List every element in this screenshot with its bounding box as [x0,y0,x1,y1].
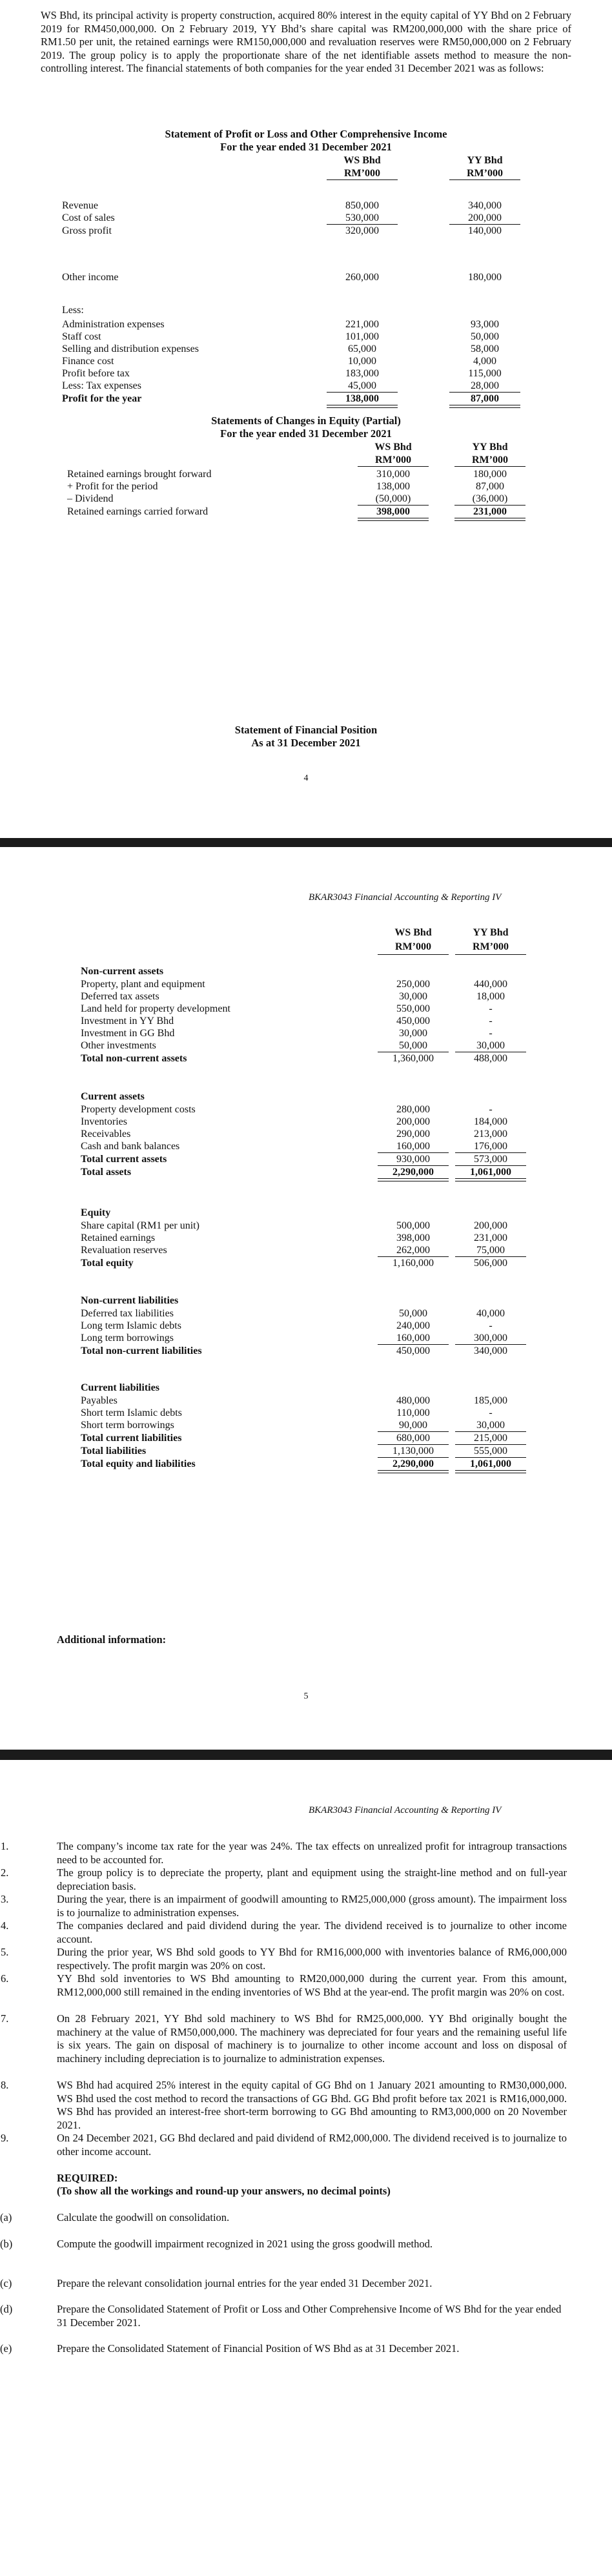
pl-ws-value: 138,000 [345,393,379,404]
sfp-title: Statement of Financial Position [234,724,378,736]
rule [449,179,520,180]
rule [378,954,449,955]
info-item [1,2012,567,2065]
sfp-label: Retained earnings [81,1232,156,1243]
page-6 [0,1760,612,2576]
sfp-row-total [81,1167,558,1178]
item-number: 8. [1,2079,9,2091]
sfp-ws-value: 160,000 [396,1333,430,1344]
pl-col-ws: WS Bhd [343,155,381,166]
page-number: 4 [303,773,309,783]
info-item [1,1840,567,1866]
sfp-label: Revaluation reserves [81,1245,167,1256]
double-rule [454,518,525,521]
page-5 [0,847,612,1750]
sfp-label: Total assets [81,1167,132,1178]
sfp-row [81,1333,558,1344]
sce-row [67,493,558,504]
pl-row [62,200,553,211]
sfp-row-total [81,1446,558,1457]
sfp-label: Land held for property development [81,1003,230,1014]
sfp-label: Investment in GG Bhd [81,1028,175,1039]
sce-col-yy: YY Bhd [472,442,508,453]
sfp-row [81,1141,558,1152]
item-letter: (e) [0,2342,12,2355]
pl-ws-value: 101,000 [345,331,379,342]
running-header: BKAR3043 Financial Accounting & Reporting IV [309,892,502,903]
sfp-yy-value: 185,000 [474,1395,507,1406]
sfp-yy-value: 488,000 [474,1053,507,1064]
sfp-yy-value: 30,000 [476,1420,505,1431]
sfp-yy-value: 200,000 [474,1220,507,1231]
sfp-row [81,1220,558,1231]
item-letter: (c) [0,2277,12,2289]
rule [454,466,525,467]
sfp-col-ws: WS Bhd [394,927,432,938]
rule [358,505,429,506]
sce-row [67,469,558,480]
sfp-yy-value: 75,000 [476,1245,505,1256]
pl-row [62,305,553,316]
intro-paragraph: WS Bhd, its principal activity is property construction, acquired 80% interest in the equity capital of YY Bhd on 2 February 2019 for RM450,000,000. On 2 February 2019, YY Bhd’s share capital was RM200,000,000 with the share price of RM1.50 per unit, the retained earnings were RM150,000,000 and revaluation reserves were RM50,000,000 on 2 February 2019. The group policy is to apply the proportionate share of the net identifiable assets method to measure the non-controlling interest. The financial statements of both companies for the year ended 31 December 2021 was as follows: [41,9,571,74]
double-rule [327,405,398,408]
rule [449,224,520,225]
item-number: 2. [1,1866,9,1879]
double-rule [455,1178,526,1181]
info-item [1,1972,567,1999]
sfp-label: Total equity [81,1258,134,1269]
sfp-yy-value: 555,000 [474,1446,507,1457]
rule [378,1344,449,1345]
sfp-yy-value: 176,000 [474,1141,507,1152]
item-text: Prepare the Consolidated Statement of Financial Position of WS Bhd as at 31 December 2021. [57,2342,460,2355]
rule [378,1457,449,1458]
pl-col-yy: YY Bhd [467,155,503,166]
rule [327,392,398,393]
sfp-label: Payables [81,1395,117,1406]
sfp-label: Non-current liabilities [81,1295,179,1306]
sfp-label: Property, plant and equipment [81,979,205,990]
sfp-label: Total equity and liabilities [81,1458,196,1469]
sfp-yy-value: 340,000 [474,1345,507,1356]
required-item [0,2237,567,2251]
rule [455,1431,526,1432]
sfp-yy-value: 1,061,000 [470,1167,511,1178]
pl-label: Cost of sales [62,212,115,223]
rule [327,224,398,225]
sfp-ws-value: 160,000 [396,1141,430,1152]
sfp-ws-value: 250,000 [396,979,430,990]
pl-label: Selling and distribution expenses [62,343,199,354]
pl-label: Revenue [62,200,98,211]
pl-yy-value: 50,000 [471,331,499,342]
item-text: During the prior year, WS Bhd sold goods to YY Bhd for RM16,000,000 with inventories balance of RM6,000,000 respectively. The profit margin was 20% on cost. [57,1946,567,1972]
required-note: (To show all the workings and round-up your answers, no decimal points) [57,2185,391,2197]
item-text: On 28 February 2021, YY Bhd sold machinery to WS Bhd for RM25,000,000. YY Bhd originally bought the machinery at the value of RM50,000,000. The machinery was depreciated for four years and the remaining useful life is six years. The gain on disposal of machinery is to journalize to other income account and loss on disposal of machinery including depreciation is to journalize to administration expenses. [57,2012,567,2065]
sce-yy-value: 87,000 [476,481,504,492]
sfp-yy-value: 506,000 [474,1258,507,1269]
page-gap [0,1750,612,1760]
sfp-unit-head [81,941,558,952]
sfp-ws-value: 550,000 [396,1003,430,1014]
sfp-yy-value: - [489,1003,493,1014]
sfp-label: Total liabilities [81,1446,147,1457]
sfp-yy-value: 440,000 [474,979,507,990]
sfp-row [81,991,558,1002]
double-rule [378,1178,449,1181]
pl-col-head [62,155,553,166]
sfp-col-head [81,927,558,938]
pl-unit-yy: RM’000 [467,168,503,179]
pl-ws-value: 260,000 [345,272,379,283]
required-item [0,2276,567,2290]
item-number: 3. [1,1893,9,1905]
sfp-unit-yy: RM’000 [473,941,509,952]
item-number: 5. [1,1946,9,1958]
sce-title: Statements of Changes in Equity (Partial) [211,414,401,427]
sfp-row [81,1016,558,1027]
pl-yy-value: 4,000 [473,356,496,367]
pl-yy-value: 200,000 [468,212,502,223]
sfp-ws-value: 480,000 [396,1395,430,1406]
sfp-subtitle: As at 31 December 2021 [251,737,361,749]
sfp-ws-value: 240,000 [396,1320,430,1331]
sfp-label: Other investments [81,1040,156,1051]
item-text: Prepare the Consolidated Statement of Profit or Loss and Other Comprehensive Income of WS Bhd for the year ended 31 December 2021. [57,2303,562,2329]
page-number: 5 [303,1692,309,1701]
sfp-label: Current liabilities [81,1382,159,1393]
sce-col-head [67,442,558,453]
sfp-ws-value: 110,000 [396,1407,430,1418]
sfp-row [81,1028,558,1039]
item-text: The group policy is to depreciate the property, plant and equipment using the straight-line method and on full-year depreciation basis. [57,1866,567,1892]
sfp-ws-value: 50,000 [399,1308,427,1319]
sfp-ws-value: 1,160,000 [393,1258,434,1269]
rule [454,505,525,506]
sfp-row-total [81,1258,558,1269]
sce-table [67,442,558,519]
item-number: 6. [1,1972,9,1985]
rule [455,1256,526,1257]
sfp-row [81,979,558,990]
rule [455,954,526,955]
sfp-label: Share capital (RM1 per unit) [81,1220,199,1231]
sfp-yy-value: 300,000 [474,1333,507,1344]
pl-yy-value: 58,000 [471,343,499,354]
required-item [0,2302,567,2329]
sfp-ws-value: 930,000 [396,1154,430,1165]
pl-row [62,380,553,391]
pl-label: Profit before tax [62,368,130,379]
sfp-row-total [81,1458,558,1469]
pl-row [62,319,553,330]
sce-label: Retained earnings carried forward [67,506,209,517]
item-text: Compute the goodwill impairment recognized in 2021 using the gross goodwill method. [57,2238,433,2250]
pl-row [62,331,553,342]
sfp-section [81,966,558,977]
rule [455,1457,526,1458]
item-number: 1. [1,1840,9,1852]
sce-col-ws: WS Bhd [374,442,412,453]
pl-label: Profit for the year [62,393,142,404]
sce-row [67,481,558,492]
running-header: BKAR3043 Financial Accounting & Reporting IV [309,1805,502,1815]
double-rule [358,518,429,521]
sfp-section [81,1382,558,1393]
pl-ws-value: 183,000 [345,368,379,379]
sfp-section [81,1091,558,1102]
pl-yy-value: 340,000 [468,200,502,211]
pl-unit-head [62,168,553,179]
sfp-section [81,1295,558,1306]
sfp-col-yy: YY Bhd [473,927,509,938]
sfp-ws-value: 398,000 [396,1232,430,1243]
sfp-yy-value: 184,000 [474,1116,507,1127]
pl-label: Staff cost [62,331,101,342]
sfp-yy-value: 231,000 [474,1232,507,1243]
pl-ws-value: 65,000 [348,343,376,354]
sfp-label: Investment in YY Bhd [81,1016,174,1027]
sfp-yy-value: - [489,1104,493,1115]
sce-yy-value: 231,000 [473,506,507,517]
sfp-label: Non-current assets [81,966,164,977]
rule [378,1431,449,1432]
sfp-row [81,1003,558,1014]
sce-row-total [67,506,558,517]
sfp-row [81,1308,558,1319]
item-text: During the year, there is an impairment of goodwill amounting to RM25,000,000 (gross amount). The impairment loss is to journalize to administration expenses. [57,1893,567,1919]
pl-subtitle: For the year ended 31 December 2021 [220,141,392,153]
sfp-ws-value: 30,000 [399,1028,427,1039]
sfp-row [81,1395,558,1406]
sfp-section [81,1207,558,1218]
pl-unit-ws: RM’000 [344,168,380,179]
sfp-table [81,927,558,1689]
sfp-label: Equity [81,1207,111,1218]
sfp-row [81,1320,558,1331]
sce-label: Retained earnings brought forward [67,469,212,480]
pl-title: Statement of Profit or Loss and Other Comprehensive Income [165,128,447,140]
pl-ws-value: 45,000 [348,380,376,391]
sce-unit-head [67,455,558,465]
pl-yy-value: 140,000 [468,225,502,236]
sce-ws-value: 398,000 [376,506,410,517]
rule [449,392,520,393]
item-text: On 24 December 2021, GG Bhd declared and paid dividend of RM2,000,000. The dividend received is to journalize to other income account. [57,2132,567,2158]
sfp-row [81,1232,558,1243]
rule [327,179,398,180]
sfp-ws-value: 30,000 [399,991,427,1002]
item-text: WS Bhd had acquired 25% interest in the equity capital of GG Bhd on 1 January 2021 amounting to RM30,000,000. WS Bhd used the cost method to record the transactions of GG Bhd. GG Bhd profit before tax 2021 is RM16,000,000. WS Bhd has provided an interest-free short-term borrowing to GG Bhd amounting to RM3,000,000 on 20 November 2021. [57,2079,567,2131]
sfp-yy-value: 30,000 [476,1040,505,1051]
sfp-label: Long term Islamic debts [81,1320,181,1331]
item-text: Calculate the goodwill on consolidation. [57,2211,230,2223]
sfp-label: Property development costs [81,1104,196,1115]
sfp-label: Deferred tax liabilities [81,1308,174,1319]
sfp-ws-value: 450,000 [396,1345,430,1356]
sfp-label: Total current liabilities [81,1433,182,1444]
sfp-ws-value: 1,360,000 [393,1053,434,1064]
sfp-ws-value: 262,000 [396,1245,430,1256]
pl-ws-value: 221,000 [345,319,379,330]
pl-ws-value: 850,000 [345,200,379,211]
item-number: 4. [1,1919,9,1932]
pl-label: Less: Tax expenses [62,380,141,391]
info-item [1,1866,567,1893]
sce-ws-value: (50,000) [375,493,411,504]
sfp-yy-value: 1,061,000 [470,1458,511,1469]
pl-label: Administration expenses [62,319,165,330]
sfp-label: Cash and bank balances [81,1141,180,1152]
sfp-row [81,1420,558,1431]
sfp-label: Short term Islamic debts [81,1407,182,1418]
pl-row [62,343,553,354]
pl-yy-value: 28,000 [471,380,499,391]
pl-yy-value: 93,000 [471,319,499,330]
pl-label: Gross profit [62,225,112,236]
sce-yy-value: (36,000) [472,493,508,504]
double-rule [378,1470,449,1473]
item-text: YY Bhd sold inventories to WS Bhd amounting to RM20,000,000 during the current year. From this amount, RM12,000,000 still remained in the ending inventories of WS Bhd at the year-end. The profit margin was 20% on cost. [57,1972,567,1998]
page-4 [0,0,612,838]
sfp-ws-value: 2,290,000 [393,1458,434,1469]
pl-row [62,368,553,379]
sfp-yy-value: - [489,1028,493,1039]
sfp-row [81,1104,558,1115]
item-number: 7. [1,2012,9,2025]
sfp-label: Receivables [81,1129,131,1140]
sfp-label: Current assets [81,1091,145,1102]
sfp-yy-value: 18,000 [476,991,505,1002]
pl-ws-value: 530,000 [345,212,379,223]
sfp-row-total [81,1053,558,1064]
rule [378,1152,449,1153]
pl-row [62,225,553,236]
rule [358,466,429,467]
sce-label: + Profit for the period [67,481,158,492]
page-gap [0,838,612,847]
sfp-row-total [81,1345,558,1356]
sfp-yy-value: 573,000 [474,1154,507,1165]
sfp-label: Short term borrowings [81,1420,174,1431]
info-item [1,2079,567,2132]
pl-yy-value: 87,000 [471,393,499,404]
sfp-ws-value: 450,000 [396,1016,430,1027]
sfp-unit-ws: RM’000 [395,941,431,952]
sfp-row [81,1040,558,1051]
sfp-row [81,1129,558,1140]
pl-label: Finance cost [62,356,114,367]
required-item [0,2342,567,2355]
sfp-row [81,1116,558,1127]
sce-unit-yy: RM’000 [472,455,508,465]
item-text: The companies declared and paid dividend during the year. The dividend received is to journalize to other income account. [57,1919,567,1945]
sfp-label: Total non-current assets [81,1053,187,1064]
rule [378,1444,449,1445]
sfp-yy-value: - [489,1016,493,1027]
sfp-ws-value: 280,000 [396,1104,430,1115]
double-rule [449,405,520,408]
rule [455,1152,526,1153]
sfp-yy-value: - [489,1407,493,1418]
sfp-yy-value: 215,000 [474,1433,507,1444]
pl-ws-value: 320,000 [345,225,379,236]
pl-yy-value: 180,000 [468,272,502,283]
sfp-row-total [81,1433,558,1444]
sfp-label: Inventories [81,1116,127,1127]
item-letter: (d) [0,2303,13,2315]
sfp-ws-value: 2,290,000 [393,1167,434,1178]
required-item [0,2211,567,2224]
item-text: The company’s income tax rate for the year was 24%. The tax effects on unrealized profit for intragroup transactions need to be accounted for. [57,1840,567,1866]
sfp-yy-value: 40,000 [476,1308,505,1319]
sfp-yy-value: - [489,1320,493,1331]
pl-row [62,356,553,367]
sce-ws-value: 310,000 [376,469,410,480]
info-item [1,1946,567,1972]
sfp-label: Deferred tax assets [81,991,159,1002]
sfp-ws-value: 680,000 [396,1433,430,1444]
item-letter: (a) [0,2211,12,2223]
rule [378,1165,449,1166]
rule [378,1256,449,1257]
sfp-yy-value: 213,000 [474,1129,507,1140]
pl-label: Other income [62,272,119,283]
sfp-ws-value: 90,000 [399,1420,427,1431]
rule [455,1165,526,1166]
sfp-ws-value: 500,000 [396,1220,430,1231]
sfp-ws-value: 50,000 [399,1040,427,1051]
sfp-ws-value: 290,000 [396,1129,430,1140]
sfp-row-total [81,1154,558,1165]
sce-yy-value: 180,000 [473,469,507,480]
pl-row-total [62,393,553,404]
sce-label: – Dividend [67,493,114,504]
info-item [1,1893,567,1919]
pl-row [62,212,553,223]
required-title: REQUIRED: [57,2172,118,2184]
sfp-ws-value: 1,130,000 [393,1446,434,1457]
rule [455,1344,526,1345]
pl-yy-value: 115,000 [468,368,502,379]
pl-table [62,155,553,439]
item-number: 9. [1,2132,9,2144]
info-item [1,1919,567,1946]
sfp-label: Long term borrowings [81,1333,174,1344]
sfp-row [81,1407,558,1418]
rule [455,1444,526,1445]
pl-label: Less: [62,305,84,316]
sfp-row [81,1245,558,1256]
sce-ws-value: 138,000 [376,481,410,492]
sce-unit-ws: RM’000 [375,455,411,465]
sfp-label: Total non-current liabilities [81,1345,202,1356]
pl-ws-value: 10,000 [348,356,376,367]
sce-subtitle: For the year ended 31 December 2021 [220,427,392,440]
double-rule [455,1470,526,1473]
sfp-label: Total current assets [81,1154,167,1165]
sfp-ws-value: 200,000 [396,1116,430,1127]
additional-info-title: Additional information: [57,1633,167,1646]
item-letter: (b) [0,2238,13,2250]
info-item [1,2132,567,2158]
item-text: Prepare the relevant consolidation journal entries for the year ended 31 December 2021. [57,2277,433,2289]
pl-row [62,272,553,283]
